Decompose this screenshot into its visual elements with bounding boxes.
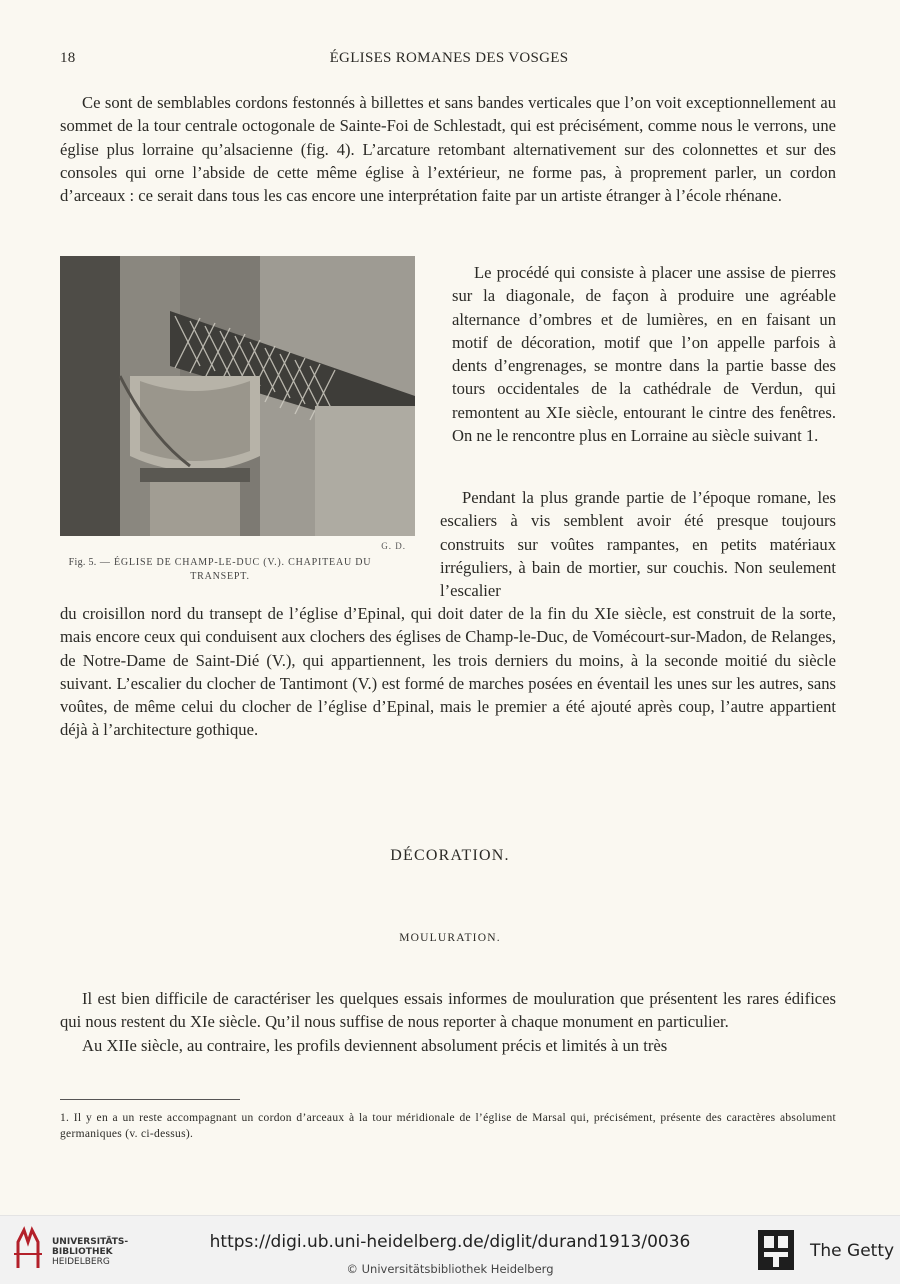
section-heading: DÉCORATION. (390, 847, 510, 864)
capital-photo-illustration (60, 256, 415, 536)
page-number: 18 (60, 50, 76, 66)
figure-caption-text: — ÉGLISE DE CHAMP-LE-DUC (V.). CHAPITEAU DU TRANSEPT. (99, 557, 372, 582)
figure-credit: G. D. (381, 541, 406, 551)
running-title: ÉGLISES ROMANES DES VOSGES (329, 50, 569, 66)
paragraph-1: Ce sont de semblables cordons festonnés à billettes et sans bandes verticales que l’on voit exceptionnellement au sommet de la tour centrale octogonale de Sainte-Foi de Schlestadt, qui est précisément, comme nous le verrons, une église plus lorraine qu’alsacienne (fig. 4). L’arcature retombant alternativement sur des colonnettes et sur des consoles qui orne l’abside de cette même église à l’extérieur, ne forme pas, à proprement parler, un cordon d’arceaux : ce serait dans tous les cas encore une interprétation faite par un artiste étranger à l’école rhénane. (60, 93, 836, 206)
paragraph-5a: Il est bien difficile de caractériser les quelques essais informes de mouluration que présentent les rares édifices qui nous restent du XIe siècle. Qu’il nous suffise de nous reporter à chaque monument en particulier. (60, 989, 836, 1032)
library-line-3: HEIDELBERG (52, 1257, 110, 1267)
footnote-rule (60, 1099, 240, 1100)
running-head (60, 50, 838, 72)
copyright-notice: © Universitätsbibliothek Heidelberg (346, 1262, 554, 1276)
sub-heading: MOULURATION. (399, 932, 501, 944)
figure-5 (60, 256, 420, 582)
capital-photograph (60, 256, 415, 536)
moulure-section (60, 987, 836, 1057)
paragraph-5b: Au XIIe siècle, au contraire, les profils deviennent absolument précis et limités à un très (82, 1035, 668, 1055)
footnote: 1. Il y en a un reste accompagnant un cordon d’arceaux à la tour méridionale de l’église de Marsal qui, précisément, présente des caractères absolument germaniques (v. ci-dessus). (60, 1112, 836, 1140)
figure-label: Fig. 5. (68, 557, 97, 568)
figure-caption (60, 556, 380, 584)
permalink-url[interactable]: https://digi.ub.uni-heidelberg.de/diglit/durand1913/0036 (209, 1232, 691, 1252)
paragraph-2: Le procédé qui consiste à placer une assise de pierres sur la diagonale, de façon à produire une agréable alternance d’ombres et de lumières, en en faisant un motif de décoration, motif que l’on appelle parfois à dents d’engrenages, se montre dans la partie basse des tours occidentales de la cathédrale de Verdun, qui remontent au XIe siècle, entourant le cintre des fenêtres. On ne le rencontre plus en Lorraine au siècle suivant 1. (452, 263, 836, 446)
library-line-1: UNIVERSITÄTS- (52, 1237, 129, 1247)
getty-name[interactable]: The Getty (810, 1241, 895, 1261)
paragraph-3: Pendant la plus grande partie de l’époque romane, les escaliers à vis semblent avoir été presque toujours construits sur voûtes rampantes, en petits matériaux irréguliers, à bain de mortier, sur couchis. Non seulement l’escalier (440, 488, 836, 601)
viewer-footer (0, 1215, 900, 1284)
getty-logo-icon[interactable] (756, 1228, 796, 1272)
paragraph-4: du croisillon nord du transept de l’église d’Epinal, qui doit dater de la fin du XIe siècle, est construit de la sorte, mais encore ceux qui conduisent aux clochers des églises de Champ-le-Duc, de Vomécourt-sur-Madon, de Relanges, de Notre-Dame de Saint-Dié (V.), qui appartiennent, les trois derniers du moins, à la seconde moitié du siècle suivant. L’escalier du clocher de Tantimont (V.) est formé de marches posées en éventail les unes sur les autres, sans voûtes, de même celui du clocher de l’église d’Epinal, mais le premier a été ajouté après coup, l’autre appartient déjà à l’architecture gothique. (60, 604, 836, 740)
library-line-2: BIBLIOTHEK (52, 1247, 113, 1257)
